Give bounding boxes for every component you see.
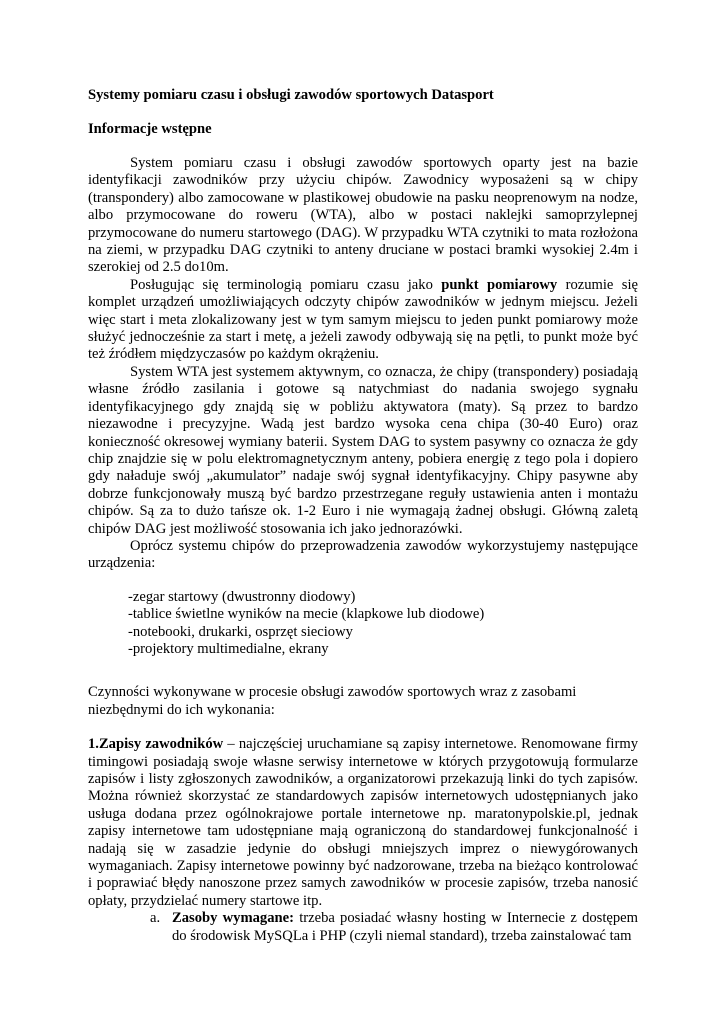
bold-term: punkt pomiarowy — [441, 276, 558, 293]
paragraph-systems: System WTA jest systemem aktywnym, co oznacza, że chipy (transpondery) posiadają własne źródło zasilania i gotowe są natychmiast do nadania swojego sygnału identyfikacyjnego gdy znajdą się w pobliżu aktywatora (maty). Są przez to bardzo niezawodne i precyzyjne. Wadą jest bardzo wysoka cena chipa (30-40 Euro) oraz konieczność okresowej wymiany baterii. System DAG to system pasywny co oznacza że gdy chip znajdzie się w polu elektromagnetycznym anteny, pobiera energię z tego pola i dopiero gdy naładuje swój „akumulator” nadaje swój sygnał identyfikacyjny. Chipy pasywne aby dobrze funkcjonowały muszą być bardzo przestrzegane reguły ustawienia anten i montażu chipów. Są za to dużo tańsze ok. 1-2 Euro i nie wymagają żadnej obsługi. Główną zaletą chipów DAG jest możliwość stosowania ich jako jednorazówki. — [88, 363, 638, 537]
paragraph-measurement-point — [88, 277, 638, 364]
sub-item-text: trzeba posiadać własny hosting w Internecie z dostępem do środowisk MySQLa i PHP (czyli niemal standard), trzeba zainstalować tam — [172, 910, 638, 944]
list-item: -projektory multimedialne, ekrany — [128, 640, 329, 657]
document-title: Systemy pomiaru czasu i obsługi zawodów sportowych Datasport — [88, 87, 494, 103]
paragraph-intro: System pomiaru czasu i obsługi zawodów sportowych oparty jest na bazie identyfikacji zawodników przy użyciu chipów. Zawodnicy wyposażeni są w chipy (transpondery) albo zamocowane w plastikowej obudowie na pasku neoprenowym na nodze, albo przymocowane do roweru (WTA), albo w postaci naklejki samoprzylepnej przymocowane do numeru startowego (DAG). W przypadku WTA czytniki to mata rozłożona na ziemi, w przypadku DAG czytniki to anteny druciane w postaci bramki wysokiej 2.4m i szerokiej od 2.5 do10m. — [88, 155, 638, 276]
paragraph-text: Posługując się terminologią pomiaru czasu jako — [130, 276, 442, 293]
paragraph-text: rozumie się komplet urządzeń umożliwiających odczyty chipów zawodników w jednym miejscu. Jeżeli więc start i meta zlokalizowany jest w tym samym miejscu to jeden punkt pomiarowy może służyć jednocześnie za start i metę, a jeżeli zawody odbywają się na pętli, to punkt może być też źródłem międzyczasów po każdym okrążeniu. — [88, 276, 638, 363]
list-item: -notebooki, drukarki, osprzęt sieciowy — [128, 623, 353, 640]
equipment-list — [128, 589, 638, 659]
sub-item-marker: a. — [150, 910, 161, 927]
paragraph-activities: Czynności wykonywane w procesie obsługi zawodów sportowych wraz z zasobami niezbędnymi do ich wykonania: — [88, 684, 577, 718]
list-item: -tablice świetlne wyników na mecie (klapkowe lub diodowe) — [128, 606, 485, 623]
section-heading: Informacje wstępne — [88, 121, 212, 137]
sub-item-resources — [150, 910, 638, 945]
document-body — [88, 155, 638, 945]
sub-item-heading: Zasoby wymagane: — [172, 910, 294, 927]
paragraph-equipment-intro: Oprócz systemu chipów do przeprowadzenia zawodów wykorzystujemy następujące urządzenia: — [88, 537, 638, 572]
item-registration — [88, 736, 638, 910]
list-item: -zegar startowy (dwustronny diodowy) — [128, 588, 356, 605]
item-text: – najczęściej uruchamiane są zapisy internetowe. Renomowane firmy timingowi posiadają swoje własne serwisy internetowe w których przygotowują formularze zapisów i listy zgłoszonych zawodników, a organizatorowi przekazują linki do tych zapisów. Można również skorzystać ze standardowych zapisów internetowych udostępnianych jako usługa dodana przez ogólnokrajowe portale internetowe np. maratonypolskie.pl, jednak zapisy internetowe tam udostępniane mają ograniczoną do standardowej funkcjonalność i nadają się w zasadzie jedynie do obsługi mniejszych imprez o niewygórowanych wymaganiach. Zapisy internetowe powinny być nadzorowane, trzeba na bieżąco kontrolować i poprawiać błędy nanoszone przez samych zawodników w procesie zapisów, trzeba nanosić opłaty, przydzielać numery startowe itp. — [88, 736, 638, 909]
sub-item-content — [172, 910, 638, 945]
item-heading: 1.Zapisy zawodników — [88, 736, 224, 753]
